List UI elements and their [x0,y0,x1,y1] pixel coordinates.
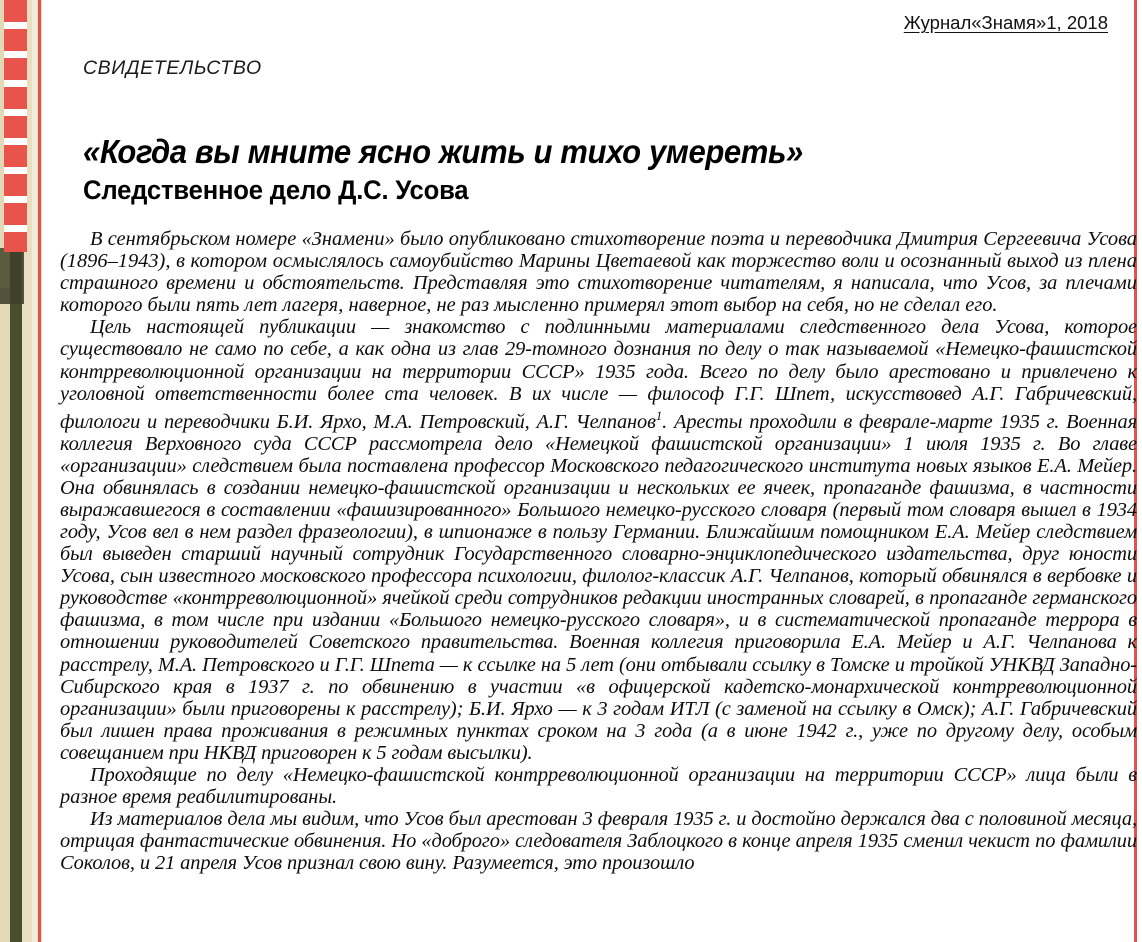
journal-masthead: Журнал«Знамя»1, 2018 [903,12,1108,33]
red-dashed-ladder-icon [4,0,27,252]
footnote-reference[interactable]: 1 [655,408,663,423]
section-rubric: СВИДЕТЕЛЬСТВО [83,57,262,79]
body-paragraph-4: Из материалов дела мы видим, что Усов был арестован 3 февраля 1935 г. и достойно держался два с половиной месяца, отрицая фантастические обвинения. Но «доброго» следователя Заблоцкого в конце апреля 1935 сменил чекист по фамилии Соколов, и 21 апреля Усов признал свою вину. Разумеется, это произошло [60,808,1137,875]
strip-highlight-column [32,0,37,942]
title-block [83,134,1083,207]
body-paragraph-3: Проходящие по делу «Немецко-фашистской контрреволюционной организации на территории СССР» лица были в разное время реабилитированы. [60,764,1137,809]
body-paragraph-1: В сентябрьском номере «Знамени» было опубликовано стихотворение поэта и переводчика Дмитрия Сергеевича Усова (1896–1943), в котором осмыслялось самоубийство Марины Цветаевой как торжество воли и осознанный выход из плена страшного времени и обстоятельств. Представляя это стихотворение читателям, я написала, что Усов, за плечами которого были пять лет лагеря, наверное, не раз мысленно примерял этот выбор на себя, но не сделал его. [60,228,1137,317]
page-content [60,0,1137,942]
body-paragraph-2 [60,316,1137,764]
left-red-rule [38,0,41,942]
body-paragraph-2-tail: . Аресты проходили в феврале-марте 1935 г. Военная коллегия Верховного суда СССР рассмотрела дело «Немецкой фашистской организации» 1 июля 1935 г. Во главе «организации» следствием была поставлена профессор Московского педагогического института новых языков Е.А. Мейер. Она обвинялась в создании немецко-фашистской организации и нескольких ее ячеек, пропаганде фашизма, в частности выражавшегося в составлении «фашизированного» Большого немецко-русского словаря (первый том словаря вышел в 1934 году, Усов вел в нем раздел фразеологии), в шпионаже в пользу Германии. Ближайшим помощником Е.А. Мейер следствием был выведен старший научный сотрудник Государственного словарно-энциклопедического издательства, друг юности Усова, сын известного московского профессора психологии, филолог-классик А.Г. Челпанов, который обвинялся в вербовке и руководстве «контрреволюционной» ячейкой среди сотрудников редакции иностранных словарей, в пропаганде германского фашизма, в том числе при издании «Большого немецко-русского словаря», и в систематической пропаганде террора в отношении руководителей Советского правительства. Военная коллегия приговорила Е.А. Мейер и А.Г. Челпанова к расстрелу, М.А. Петровского и Г.Г. Шпета — к ссылке на 5 лет (они отбывали ссылку в Томске и тройкой УНКВД Западно-Сибирского края в 1937 г. по обвинению в участии «в офицерской кадетско-монархической контрреволюционной организации» были приговорены к расстрелу); Б.И. Ярхо — к 3 годам ИТЛ (с заменой на ссылку в Омск); А.Г. Габричевский был лишен права проживания в режимных пунктах сроком на 3 года (а в июне 1942 г., уже по другому делу, особым совещанием при НКВД приговорен к 5 годам высылки). [60,410,1137,764]
page-subtitle: Следственное дело Д.С. Усова [83,174,469,205]
article-body [60,228,1137,875]
strip-olive-smudge-light [0,248,10,288]
page-title: «Когда вы мните ясно жить и тихо умереть» [83,133,803,170]
body-paragraph-2-head: Цель настоящей публикации — знакомство с подлинными материалами следственного дела Усова, которое существовало не само по себе, а как одна из глав 29-томного дознания по делу о так называемой «Немецко-фашистской контрреволюционной организации на территории СССР» 1935 года. Всего по делу было арестовано и привлечено к уголовной ответственности более ста человек. В их числе — философ Г.Г. Шпет, искусствовед А.Г. Габричевский, филологи и переводчики Б.И. Ярхо, М.А. Петровский, А.Г. Челпанов [60,316,1137,433]
decorative-left-strip [0,0,42,942]
